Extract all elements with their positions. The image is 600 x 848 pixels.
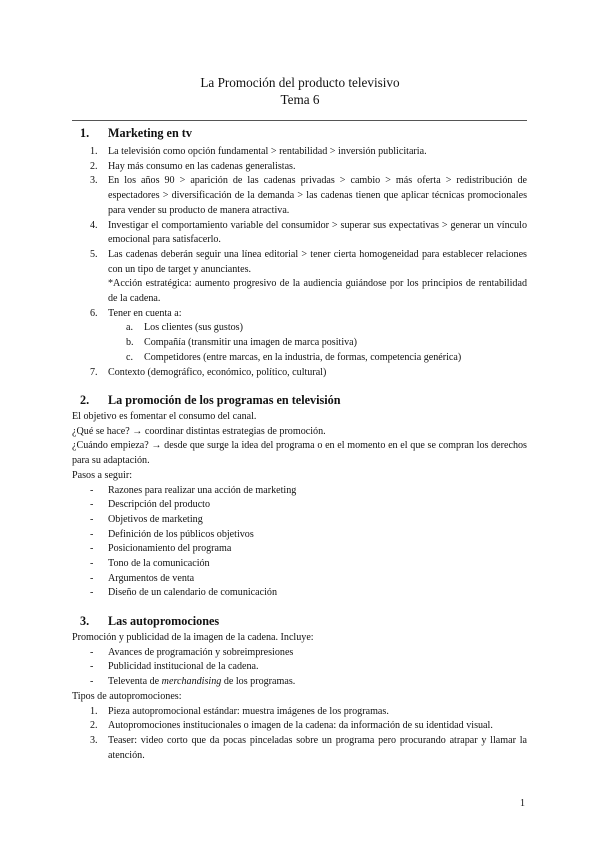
paragraph: Pasos a seguir: <box>72 469 132 481</box>
list-note: *Acción estratégica: aumento progresivo de la audiencia guiándose por los principios de rentabilidad de la cadena. <box>108 278 527 305</box>
paragraph: El objetivo es fomentar el consumo del canal. <box>72 411 257 422</box>
section-title: La promoción de los programas en televisión <box>108 393 341 407</box>
list-item: 7. Contexto (demográfico, económico, político, cultural) <box>90 366 327 378</box>
step-item: - Definición de los públicos objetivos <box>90 528 254 540</box>
step-item: - Objetivos de marketing <box>90 513 203 525</box>
step-item: - Argumentos de venta <box>90 572 195 584</box>
list-item: 4. Investigar el comportamiento variable del consumidor > superar sus expectativas > generar un vínculo emocional para satisfacerlo. <box>90 219 527 246</box>
section-2-heading <box>72 393 340 408</box>
section-1-heading <box>72 126 192 141</box>
section-2-body <box>72 410 527 601</box>
step-item: - Descripción del producto <box>90 499 211 511</box>
bullet-item: - Avances de programación y sobreimpresiones <box>90 646 294 658</box>
bullet-item: - Publicidad institucional de la cadena. <box>90 661 259 673</box>
list-item: 3. En los años 90 > aparición de las cadenas privadas > cambio > más oferta > redistribución de espectadores > diversificación de la demanda > las cadenas tienen que aplicar técnicas promocionales para vender su producto de manera atractiva. <box>90 175 527 216</box>
list-item: 1. La televisión como opción fundamental > rentabilidad > inversión publicitaria. <box>90 146 427 157</box>
paragraph: ¿Cuándo empieza? → desde que surge la idea del programa o en el momento en el que se compran los derechos para su adaptación. <box>72 440 527 467</box>
section-3-body <box>72 631 527 763</box>
document-subtitle: Tema 6 <box>280 92 320 107</box>
bullet-item: - Televenta de merchandising de los programas. <box>90 676 296 688</box>
step-item: - Diseño de un calendario de comunicación <box>90 587 278 599</box>
section-number: 3. <box>80 614 90 628</box>
paragraph: Tipos de autopromociones: <box>72 690 182 702</box>
list-item: 1. Pieza autopromocional estándar: muestra imágenes de los programas. <box>90 705 389 717</box>
list-item: 3. Teaser: video corto que da pocas pinceladas sobre un programa pero procurando atrapar y llamar la atención. <box>90 734 527 761</box>
paragraph: Promoción y publicidad de la imagen de la cadena. Incluye: <box>72 632 314 643</box>
step-item: - Tono de la comunicación <box>90 558 210 570</box>
section-title: Las autopromociones <box>108 614 220 628</box>
paragraph: ¿Qué se hace? → coordinar distintas estrategias de promoción. <box>72 425 326 437</box>
page-header <box>72 0 528 108</box>
section-title: Marketing en tv <box>108 126 192 140</box>
step-item: - Posicionamiento del programa <box>90 543 232 555</box>
list-item: 2. Hay más consumo en las cadenas generalistas. <box>90 160 296 172</box>
section-1-list <box>72 145 527 380</box>
section-number: 1. <box>80 126 90 140</box>
section-3-heading <box>72 614 219 629</box>
document-title: La Promoción del producto televisivo <box>200 75 400 90</box>
page-number: 1 <box>520 798 525 809</box>
sub-list-item: a. Los clientes (sus gustos) <box>126 322 243 334</box>
section-number: 2. <box>80 393 90 407</box>
list-item: 5. Las cadenas deberán seguir una línea editorial > tener cierta homogeneidad para establecer relaciones con un tipo de target y anunciantes. <box>90 248 527 275</box>
step-item: - Razones para realizar una acción de marketing <box>90 484 297 496</box>
sub-list-item: c. Competidores (entre marcas, en la industria, de formas, competencia genérica) <box>126 351 462 363</box>
list-item: 6. Tener en cuenta a: <box>90 307 182 319</box>
sub-list-item: b. Compañía (transmitir una imagen de marca positiva) <box>126 337 358 349</box>
list-item: 2. Autopromociones institucionales o imagen de la cadena: da información de su identidad visual. <box>90 720 493 732</box>
header-rule <box>72 120 527 121</box>
